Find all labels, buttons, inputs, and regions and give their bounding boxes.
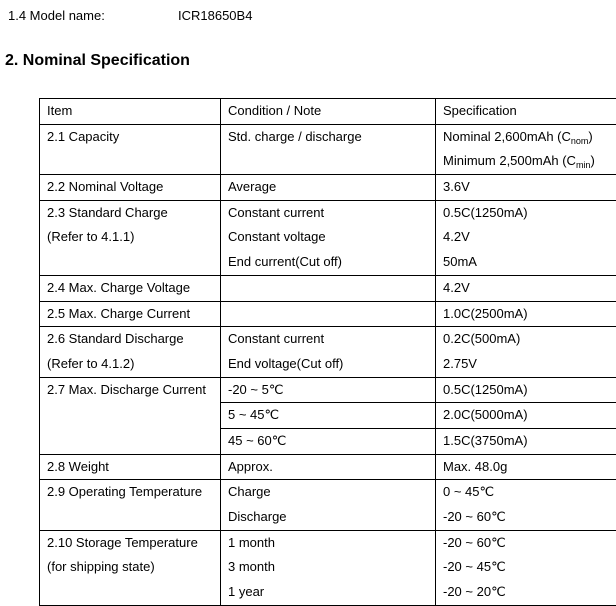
item-line: 2.9 Operating Temperature [47,480,220,505]
model-name-label: 1.4 Model name: [8,8,105,23]
table-row [40,454,616,480]
condition-empty [228,302,435,327]
specification-line [443,302,616,327]
specification-cell [436,403,616,429]
condition-cell [221,124,436,174]
table-row [40,377,616,403]
table-body [40,124,616,605]
condition-line: 45 ~ 60℃ [228,429,435,454]
specification-cell [436,327,616,377]
specification-line-text: Minimum 2,500mAh (C [443,153,576,168]
specification-line-text: 0.5C(1250mA) [443,205,528,220]
condition-cell [221,377,436,403]
specification-line-text: -20 ~ 60℃ [443,535,506,550]
item-line: 2.4 Max. Charge Voltage [47,276,220,301]
condition-line: Constant current [228,201,435,226]
condition-empty [228,276,435,301]
specification-cell [436,480,616,530]
specification-line [443,250,616,275]
specification-line-text: 1.0C(2500mA) [443,306,528,321]
table-row [40,200,616,275]
condition-line: Constant voltage [228,225,435,250]
section-title: 2. Nominal Specification [5,52,190,70]
specification-line [443,505,616,530]
specification-line: 0.5C(1250mA) [443,378,616,403]
specification-line-suffix: ) [590,153,594,168]
specification-line-text: Max. 48.0g [443,459,507,474]
specification-cell [436,175,616,201]
item-cell [40,530,221,605]
table-row [40,175,616,201]
condition-cell [221,301,436,327]
condition-cell [221,428,436,454]
item-cell [40,377,221,454]
specification-cell [436,428,616,454]
item-line: (Refer to 4.1.2) [47,352,220,377]
specification-line-text: 4.2V [443,229,470,244]
specification-line [443,352,616,377]
specification-cell [436,200,616,275]
condition-line: Constant current [228,327,435,352]
specification-line-text: 50mA [443,254,477,269]
table-row [40,301,616,327]
item-cell [40,175,221,201]
header-item: Item [40,99,221,125]
condition-cell [221,403,436,429]
specification-line-text: 0 ~ 45℃ [443,484,494,499]
specification-line-subscript: min [576,160,591,170]
item-line: (Refer to 4.1.1) [47,225,220,250]
condition-line: Charge [228,480,435,505]
model-name-value: ICR18650B4 [178,8,252,23]
condition-line: Discharge [228,505,435,530]
condition-cell [221,454,436,480]
nominal-spec-table [39,98,616,606]
condition-cell [221,480,436,530]
condition-line: 3 month [228,555,435,580]
condition-line: 5 ~ 45℃ [228,403,435,428]
item-line: 2.1 Capacity [47,125,220,150]
specification-cell [436,301,616,327]
specification-line-text: -20 ~ 60℃ [443,509,506,524]
item-line: (for shipping state) [47,555,220,580]
header-specification: Specification [436,99,616,125]
specification-line-text: Nominal 2,600mAh (C [443,129,571,144]
condition-line: End current(Cut off) [228,250,435,275]
specification-cell [436,124,616,174]
item-line: 2.6 Standard Discharge [47,327,220,352]
specification-cell [436,377,616,403]
table-header-row [40,99,616,125]
item-line: 2.7 Max. Discharge Current [47,378,220,403]
condition-line: Approx. [228,455,435,480]
item-line: 2.8 Weight [47,455,220,480]
table-row [40,480,616,530]
condition-line: Std. charge / discharge [228,125,435,150]
specification-line-text: 3.6V [443,179,470,194]
specification-line [443,480,616,505]
item-cell [40,454,221,480]
specification-line [443,580,616,605]
condition-line: -20 ~ 5℃ [228,378,435,403]
specification-line [443,455,616,480]
specification-line-subscript: nom [571,136,589,146]
item-cell [40,301,221,327]
specification-line [443,276,616,301]
condition-line: Average [228,175,435,200]
condition-cell [221,530,436,605]
specification-line-suffix: ) [588,129,592,144]
condition-cell [221,175,436,201]
specification-line-text: -20 ~ 45℃ [443,559,506,574]
item-cell [40,275,221,301]
specification-line [443,149,616,174]
specification-line: 2.0C(5000mA) [443,403,616,428]
specification-line-text: -20 ~ 20℃ [443,584,506,599]
condition-line: End voltage(Cut off) [228,352,435,377]
item-cell [40,480,221,530]
specification-line [443,125,616,150]
specification-line [443,327,616,352]
item-line: 2.10 Storage Temperature [47,531,220,556]
item-line: 2.5 Max. Charge Current [47,302,220,327]
table-row [40,327,616,377]
table-row [40,530,616,605]
specification-line-text: 4.2V [443,280,470,295]
specification-cell [436,530,616,605]
specification-line [443,225,616,250]
condition-cell [221,275,436,301]
header-condition: Condition / Note [221,99,436,125]
specification-line [443,175,616,200]
specification-line: 1.5C(3750mA) [443,429,616,454]
condition-line: 1 year [228,580,435,605]
specification-cell [436,275,616,301]
item-line: 2.3 Standard Charge [47,201,220,226]
specification-line-text: 2.75V [443,356,477,371]
specification-line [443,201,616,226]
specification-cell [436,454,616,480]
condition-cell [221,327,436,377]
item-cell [40,124,221,174]
item-line: 2.2 Nominal Voltage [47,175,220,200]
specification-line-text: 0.2C(500mA) [443,331,520,346]
condition-line: 1 month [228,531,435,556]
specification-line [443,531,616,556]
table-row [40,275,616,301]
specification-line [443,555,616,580]
item-cell [40,327,221,377]
item-cell [40,200,221,275]
condition-cell [221,200,436,275]
table-row [40,124,616,174]
